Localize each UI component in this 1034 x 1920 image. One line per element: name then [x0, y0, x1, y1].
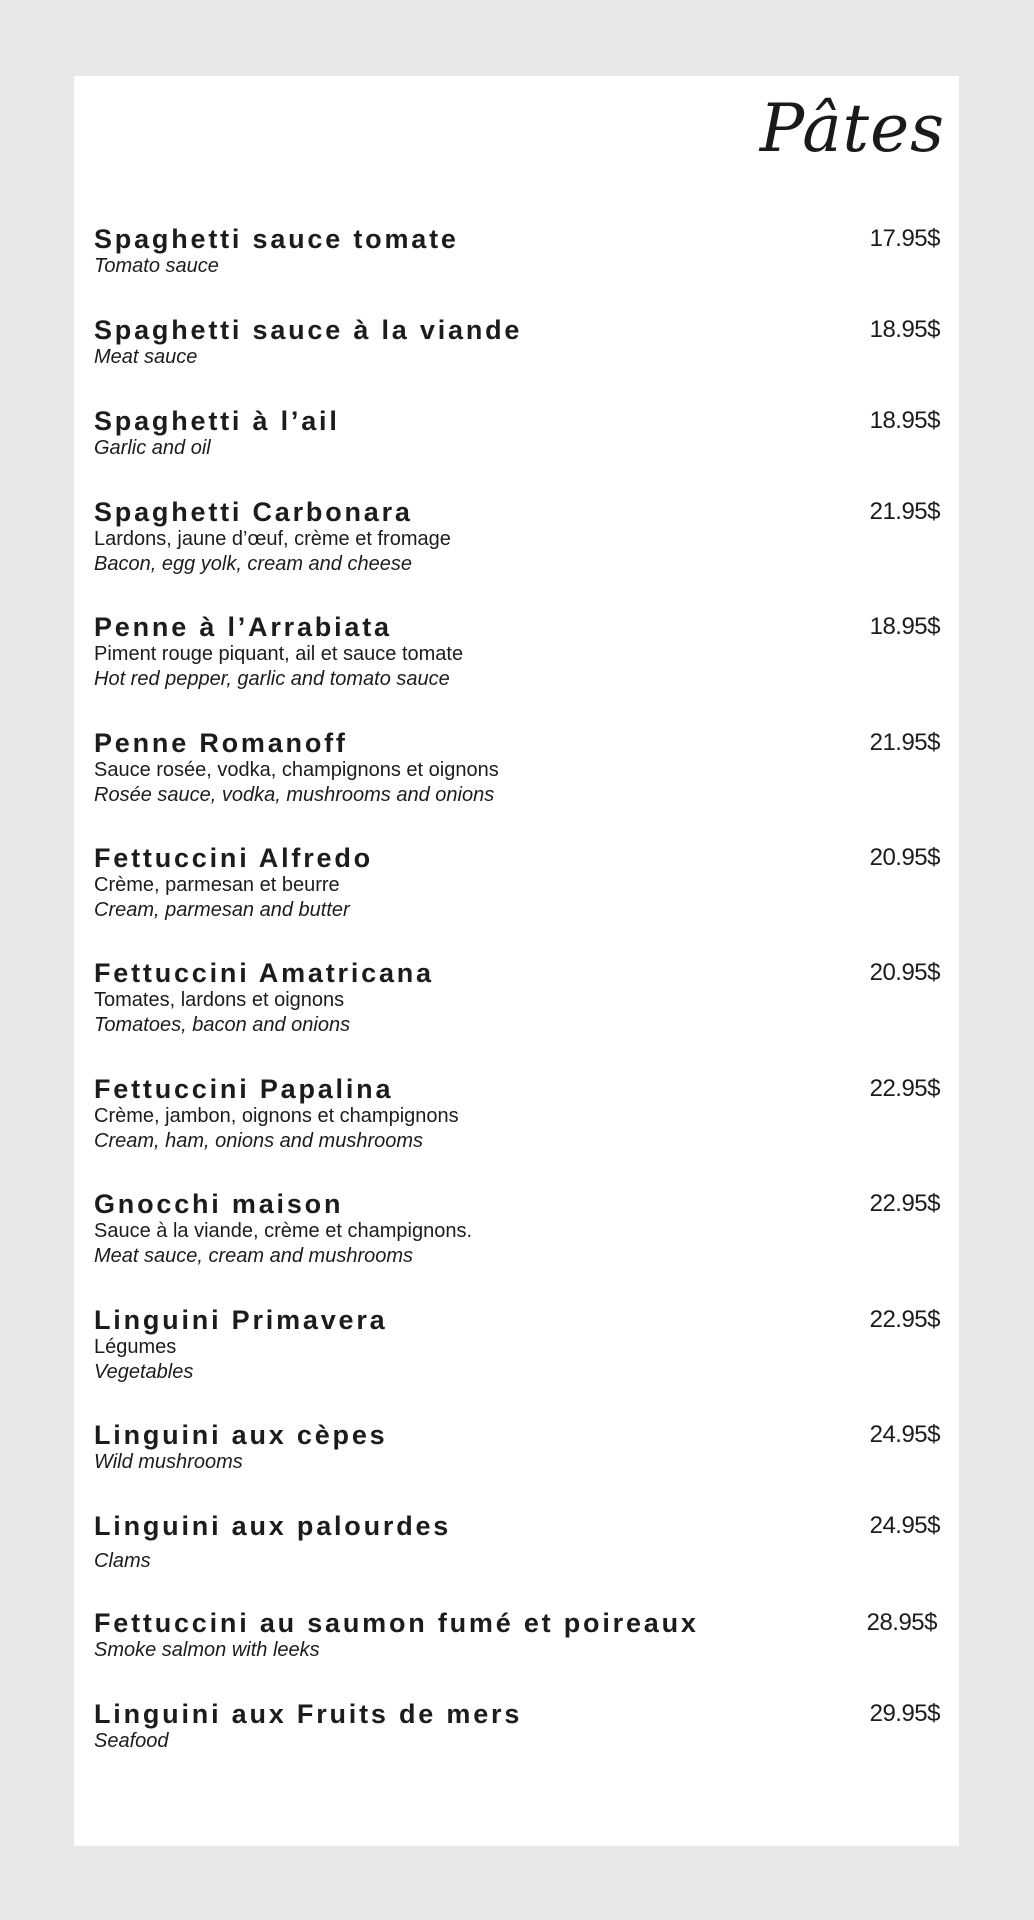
menu-page [74, 76, 959, 1846]
menu-item-description-fr: Tomates, lardons et oignons [94, 989, 345, 1011]
menu-item-name: Fettuccini Papalina [94, 1074, 394, 1104]
menu-item-description-en: Wild mushrooms [94, 1451, 243, 1473]
menu-item-price: 22.95$ [869, 1306, 940, 1333]
menu-item-description-en: Cream, ham, onions and mushrooms [94, 1130, 424, 1152]
menu-item-description-en: Bacon, egg yolk, cream and cheese [94, 553, 412, 575]
menu-item-description-en: Tomato sauce [94, 255, 219, 277]
menu-item-price: 20.95$ [869, 959, 940, 986]
menu-item-description-en: Tomatoes, bacon and onions [94, 1014, 351, 1036]
menu-item-price: 28.95$ [866, 1609, 937, 1636]
menu-item-description-fr: Légumes [94, 1336, 177, 1358]
menu-item [94, 1699, 940, 1754]
menu-item-name: Fettuccini Amatricana [94, 958, 434, 988]
menu-item-description-fr: Crème, parmesan et beurre [94, 874, 340, 896]
menu-item [94, 1189, 940, 1269]
menu-item-price: 22.95$ [869, 1075, 940, 1102]
menu-item [94, 497, 940, 577]
menu-item-name: Spaghetti Carbonara [94, 497, 413, 527]
menu-item-description-en: Vegetables [94, 1361, 194, 1383]
menu-item-price: 24.95$ [869, 1421, 940, 1448]
menu-item [94, 1420, 940, 1475]
menu-item-name: Spaghetti à l’ail [94, 406, 340, 436]
menu-item-description-en: Rosée sauce, vodka, mushrooms and onions [94, 784, 495, 806]
page-title: Pâtes [759, 90, 945, 167]
menu-item-price: 17.95$ [869, 225, 940, 252]
menu-item-description-en: Meat sauce, cream and mushrooms [94, 1245, 414, 1267]
menu-item [94, 1305, 940, 1385]
menu-item-price: 22.95$ [869, 1190, 940, 1217]
menu-item-description-en: Cream, parmesan and butter [94, 899, 350, 921]
menu-item-description-fr: Lardons, jaune d’œuf, crème et fromage [94, 528, 451, 550]
menu-item-description-fr: Piment rouge piquant, ail et sauce tomate [94, 643, 464, 665]
menu-item-name: Fettuccini Alfredo [94, 843, 373, 873]
menu-item-price: 24.95$ [869, 1512, 940, 1539]
menu-item-description-fr: Sauce à la viande, crème et champignons. [94, 1220, 472, 1242]
menu-item [94, 612, 940, 692]
menu-item-name: Linguini Primavera [94, 1305, 388, 1335]
menu-item [94, 406, 940, 461]
menu-item-name: Penne Romanoff [94, 728, 348, 758]
menu-item-price: 18.95$ [869, 316, 940, 343]
menu-item-name: Linguini aux Fruits de mers [94, 1699, 523, 1729]
menu-item-description-en: Hot red pepper, garlic and tomato sauce [94, 668, 450, 690]
menu-item [94, 1074, 940, 1154]
menu-item-name: Spaghetti sauce tomate [94, 224, 459, 254]
menu-item-name: Penne à l’Arrabiata [94, 612, 392, 642]
menu-item-price: 21.95$ [869, 498, 940, 525]
menu-item [94, 843, 940, 923]
menu-item-description-en: Clams [94, 1550, 151, 1572]
menu-item-description-fr: Sauce rosée, vodka, champignons et oignons [94, 759, 499, 781]
menu-item [94, 958, 940, 1038]
menu-item-price: 29.95$ [869, 1700, 940, 1727]
menu-item [94, 1511, 940, 1574]
menu-item-price: 18.95$ [869, 407, 940, 434]
menu-item-name: Gnocchi maison [94, 1189, 344, 1219]
menu-item [94, 1608, 940, 1663]
menu-item-description-en: Seafood [94, 1730, 169, 1752]
menu-item-name: Linguini aux palourdes [94, 1511, 452, 1541]
menu-item-price: 21.95$ [869, 729, 940, 756]
menu-item [94, 224, 940, 279]
menu-item-price: 20.95$ [869, 844, 940, 871]
menu-item-description-en: Garlic and oil [94, 437, 211, 459]
menu-item-name: Fettuccini au saumon fumé et poireaux [94, 1608, 699, 1638]
menu-item-name: Spaghetti sauce à la viande [94, 315, 523, 345]
menu-item-price: 18.95$ [869, 613, 940, 640]
menu-item-description-en: Smoke salmon with leeks [94, 1639, 320, 1661]
menu-item-name: Linguini aux cèpes [94, 1420, 388, 1450]
menu-item [94, 315, 940, 370]
menu-item-description-en: Meat sauce [94, 346, 198, 368]
menu-item-description-fr: Crème, jambon, oignons et champignons [94, 1105, 459, 1127]
menu-item [94, 728, 940, 808]
